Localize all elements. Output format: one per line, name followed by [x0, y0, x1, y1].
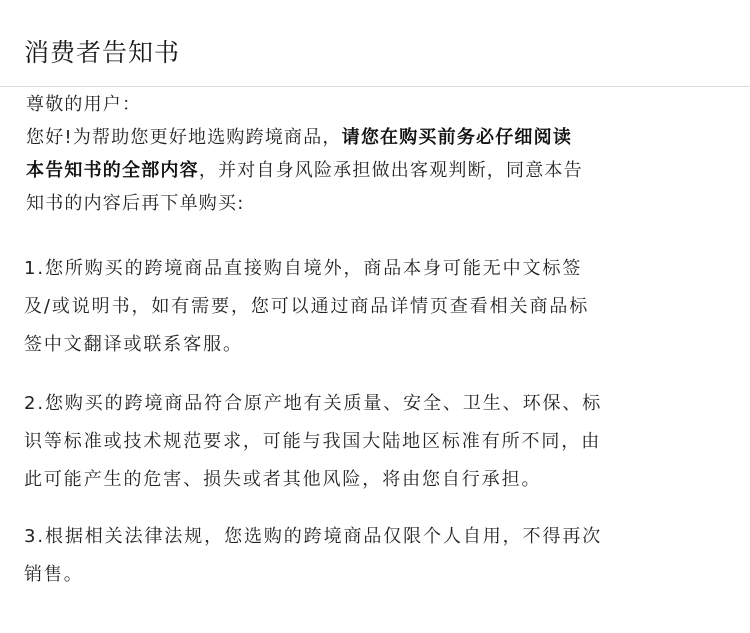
- notice-item-2-line: 此可能产生的危害、损失或者其他风险，将由您自行承担。: [24, 469, 542, 490]
- title-divider: [0, 86, 750, 87]
- intro-line-3-rest: ，并对自身风险承担做出客观判断，同意本告: [198, 160, 583, 181]
- intro-line-3: [26, 154, 726, 187]
- notice-item-1-line: 及/或说明书，如有需要，您可以通过商品详情页查看相关商品标: [24, 296, 590, 317]
- notice-item-3: [24, 518, 728, 594]
- intro-emphasis-2: 本告知书的全部内容: [26, 160, 199, 181]
- notice-item-1-line: 1.您所购买的跨境商品直接购自境外，商品本身可能无中文标签: [24, 258, 583, 279]
- intro-line-2: [26, 121, 726, 154]
- intro-block: [26, 88, 726, 220]
- notice-item-2-line: 2.您购买的跨境商品符合原产地有关质量、安全、卫生、环保、标: [24, 393, 603, 414]
- intro-line-2-prefix: 您好!为帮助您更好地选购跨境商品，: [26, 127, 342, 148]
- notice-item-2: [24, 385, 728, 499]
- greeting-line: 尊敬的用户：: [26, 94, 142, 115]
- intro-line-4: 知书的内容后再下单购买:: [26, 193, 245, 214]
- page-title: 消费者告知书: [24, 38, 181, 67]
- notice-item-1-line: 签中文翻译或联系客服。: [24, 334, 243, 355]
- notice-item-3-line: 销售。: [24, 564, 84, 585]
- notice-item-3-line: 3.根据相关法律法规，您选购的跨境商品仅限个人自用，不得再次: [24, 526, 603, 547]
- notice-item-1: [24, 250, 728, 364]
- intro-emphasis-1: 请您在购买前务必仔细阅读: [341, 127, 573, 148]
- notice-item-2-line: 识等标准或技术规范要求，可能与我国大陆地区标准有所不同，由: [24, 431, 602, 452]
